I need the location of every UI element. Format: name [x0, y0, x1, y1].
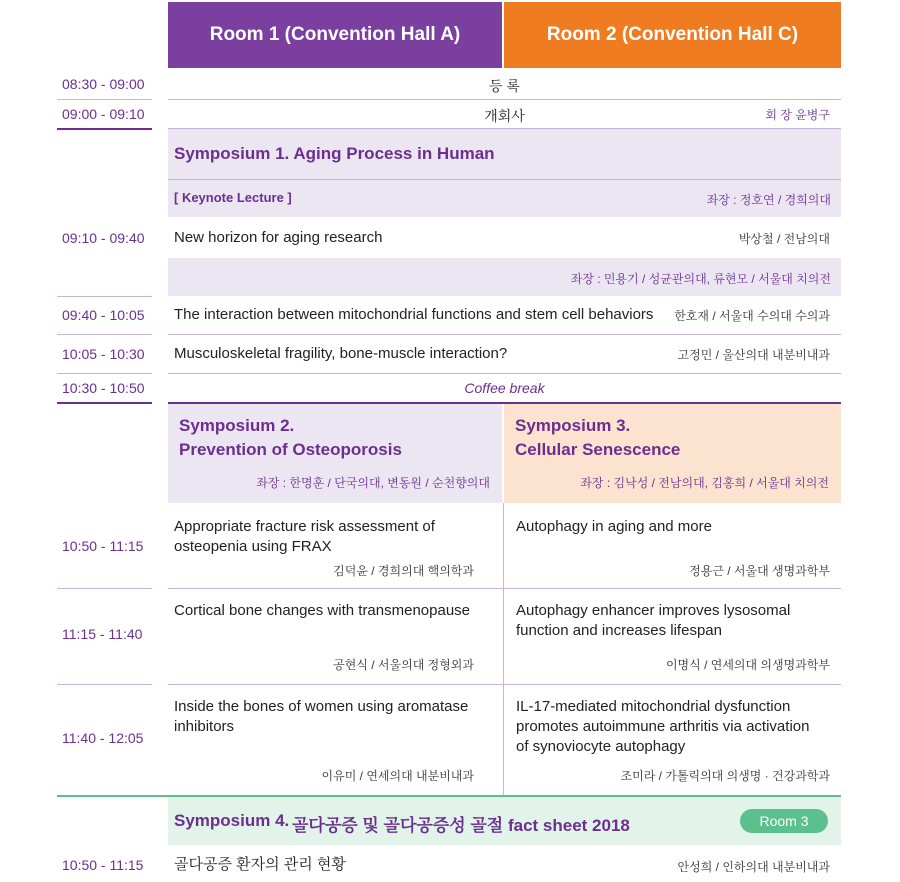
room2-header	[504, 2, 841, 68]
time-s4-1: 10:50 - 11:15	[62, 857, 144, 873]
chair-2-text: 좌장 : 민용기 / 성균관의대, 류현모 / 서울대 치의전	[570, 272, 831, 286]
s2-talk-3-line1: Inside the bones of women using aromatase	[174, 698, 469, 715]
keynote-row	[168, 180, 841, 217]
symposium3-header	[504, 404, 841, 503]
s3-talk-2-speaker: 이명식 / 연세의대 의생명과학부	[665, 658, 830, 672]
chair-row-2	[168, 258, 841, 296]
symposium1-header	[168, 129, 841, 179]
s3-talk-3-speaker: 조미라 / 가톨릭의대 의생명 · 건강과학과	[620, 769, 830, 783]
time-t1: 09:40 - 10:05	[62, 307, 145, 323]
s2-talk-1-line2: osteopenia using FRAX	[174, 538, 332, 555]
keynote-label: [ Keynote Lecture ]	[174, 190, 292, 205]
s2-talk-2-speaker: 공현식 / 서울의대 정형외과	[333, 658, 474, 672]
time-t2: 10:05 - 10:30	[62, 346, 145, 362]
keynote-talk-title: New horizon for aging research	[174, 229, 383, 246]
talk-1-speaker: 한호재 / 서울대 수의대 수의과	[674, 309, 830, 323]
s3-talk-2-line1: Autophagy enhancer improves lysosomal	[516, 602, 791, 619]
symposium1-title: Symposium 1. Aging Process in Human	[174, 144, 495, 163]
s3-talk-3-line2: promotes autoimmune arthritis via activation	[516, 718, 810, 735]
symposium4-title-en: Symposium 4.	[174, 811, 290, 830]
time-opening: 09:00 - 09:10	[62, 106, 145, 122]
s3-talk-2-line2: function and increases lifespan	[516, 622, 722, 639]
s4-talk-1-title: 골다공증 환자의 관리 현황	[174, 856, 346, 873]
s2-talk-1-speaker: 김덕윤 / 경희의대 핵의학과	[333, 564, 474, 578]
opening-label: 개회사	[484, 108, 525, 124]
symposium4-header	[168, 797, 841, 845]
s4-talk-1-speaker: 안성희 / 인하의대 내분비내과	[677, 860, 830, 874]
time-registration: 08:30 - 09:00	[62, 76, 145, 92]
time-coffee: 10:30 - 10:50	[62, 380, 145, 396]
s3-talk-1-speaker: 정용근 / 서울대 생명과학부	[689, 564, 830, 578]
symposium3-title-line2: Cellular Senescence	[515, 440, 681, 459]
talk-2-title: Musculoskeletal fragility, bone-muscle interaction?	[174, 345, 508, 362]
symposium3-chair: 좌장 : 김낙성 / 전남의대, 김홍희 / 서울대 치의전	[580, 476, 829, 490]
s2-talk-1-line1: Appropriate fracture risk assessment of	[174, 518, 435, 535]
keynote-speaker: 박상철 / 전남의대	[738, 232, 830, 246]
s3-talk-1-line1: Autophagy in aging and more	[516, 518, 712, 535]
opening-president: 회 장 윤병구	[765, 108, 830, 122]
talk-1-title: The interaction between mitochondrial functions and stem cell behaviors	[174, 306, 654, 323]
s2-talk-3-line2: inhibitors	[174, 718, 235, 735]
symposium2-header	[168, 404, 502, 503]
symposium2-title-line2: Prevention of Osteoporosis	[179, 440, 402, 459]
s2-talk-3-speaker: 이유미 / 연세의대 내분비내과	[321, 769, 474, 783]
s2-talk-2-line1: Cortical bone changes with transmenopause	[174, 602, 471, 619]
symposium2-title-line1: Symposium 2.	[179, 416, 295, 435]
symposium2-chair: 좌장 : 한명훈 / 단국의대, 변동원 / 순천향의대	[256, 476, 490, 490]
time-s2-1: 10:50 - 11:15	[62, 538, 144, 554]
time-s2-2: 11:15 - 11:40	[62, 626, 143, 642]
time-keynote: 09:10 - 09:40	[62, 230, 145, 246]
s3-talk-3-line1: IL-17-mediated mitochondrial dysfunction	[516, 698, 791, 715]
symposium4-title-ko: 골다공증 및 골다공증성 골절 fact sheet 2018	[292, 816, 630, 835]
s3-talk-3-line3: of synoviocyte autophagy	[516, 738, 686, 755]
talk-2-speaker: 고정민 / 울산의대 내분비내과	[677, 348, 830, 362]
room3-badge: Room 3	[740, 809, 828, 833]
room2-header-label: Room 2 (Convention Hall C)	[546, 24, 799, 45]
room1-header-label: Room 1 (Convention Hall A)	[209, 24, 461, 45]
symposium3-title-line1: Symposium 3.	[515, 416, 631, 435]
room1-header	[168, 2, 502, 68]
time-s2-3: 11:40 - 12:05	[62, 730, 144, 746]
keynote-chair: 좌장 : 정호연 / 경희의대	[706, 193, 831, 207]
coffee-break-label: Coffee break	[464, 380, 545, 396]
registration-label: 등 록	[489, 78, 520, 94]
